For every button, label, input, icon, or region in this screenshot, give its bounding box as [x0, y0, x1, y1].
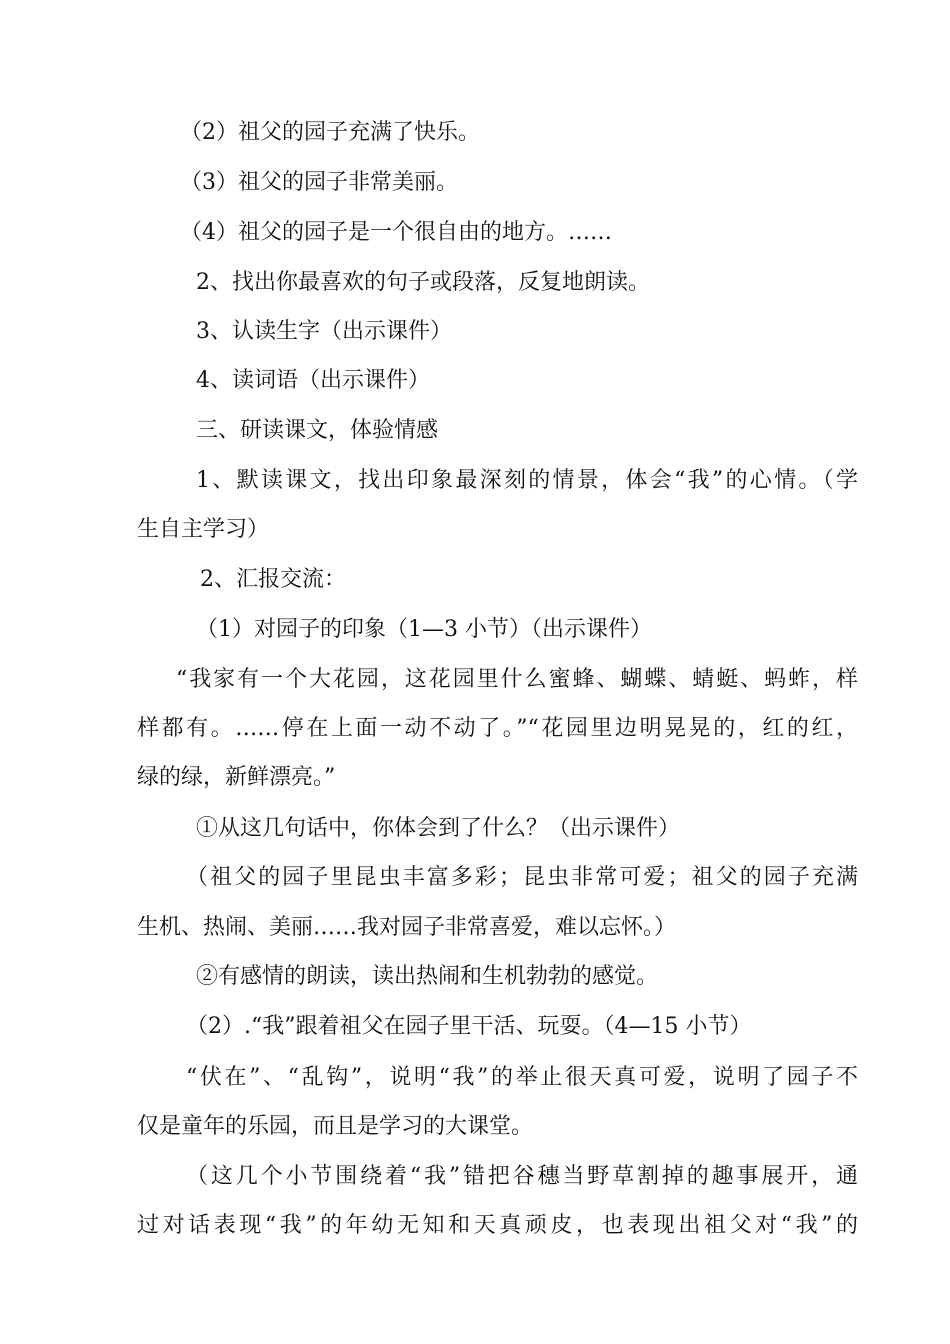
text-line-12: “我家有一个大花园，这花园里什么蜜蜂、蝴蝶、蜻蜓、蚂蚱，样 [176, 667, 858, 692]
text-line-9: 生自主学习） [137, 517, 270, 542]
text-line-13: 样都有。……停在上面一动不动了。”“花园里边明晃晃的，红的红， [137, 716, 858, 741]
text-line-21: 仅是童年的乐园，而且是学习的大课堂。 [137, 1114, 534, 1139]
text-line-2: （3）祖父的园子非常美丽。 [180, 170, 458, 195]
text-line-18: ②有感情的朗读，读出热闹和生机勃勃的感觉。 [196, 964, 659, 989]
text-line-11: （1）对园子的印象（1—3 小节）（出示课件） [196, 617, 652, 642]
text-line-10: 2、汇报交流： [200, 567, 346, 592]
text-line-23: 过对话表现“我”的年幼无知和天真顽皮，也表现出祖父对“我”的 [137, 1213, 858, 1238]
text-line-14: 绿的绿，新鲜漂亮。” [137, 765, 336, 790]
text-line-22: （这几个小节围绕着“我”错把谷穗当野草割掉的趣事展开，通 [186, 1164, 858, 1189]
text-line-3: （4）祖父的园子是一个很自由的地方。…… [180, 220, 612, 245]
text-line-16: （祖父的园子里昆虫丰富多彩；昆虫非常可爱；祖父的园子充满 [186, 865, 858, 890]
text-line-15: ①从这几句话中，你体会到了什么？（出示课件） [196, 816, 681, 841]
text-line-6: 4、读词语（出示课件） [196, 368, 430, 393]
text-line-5: 3、认读生字（出示课件） [196, 319, 452, 344]
text-line-8: 1、默读课文，找出印象最深刻的情景，体会“我”的心情。（学 [196, 468, 858, 493]
text-line-19: （2）.“我”跟着祖父在园子里干活、玩耍。（4—15 小节） [186, 1014, 752, 1039]
text-line-1: （2）祖父的园子充满了快乐。 [180, 120, 480, 145]
text-line-20: “伏在”、“乱钩”，说明“我”的举止很天真可爱，说明了园子不 [186, 1065, 858, 1090]
text-line-4: 2、找出你最喜欢的句子或段落，反复地朗读。 [196, 270, 650, 295]
text-line-17: 生机、热闹、美丽……我对园子非常喜爱，难以忘怀。） [137, 915, 677, 940]
text-line-7: 三、研读课文，体验情感 [196, 418, 439, 443]
